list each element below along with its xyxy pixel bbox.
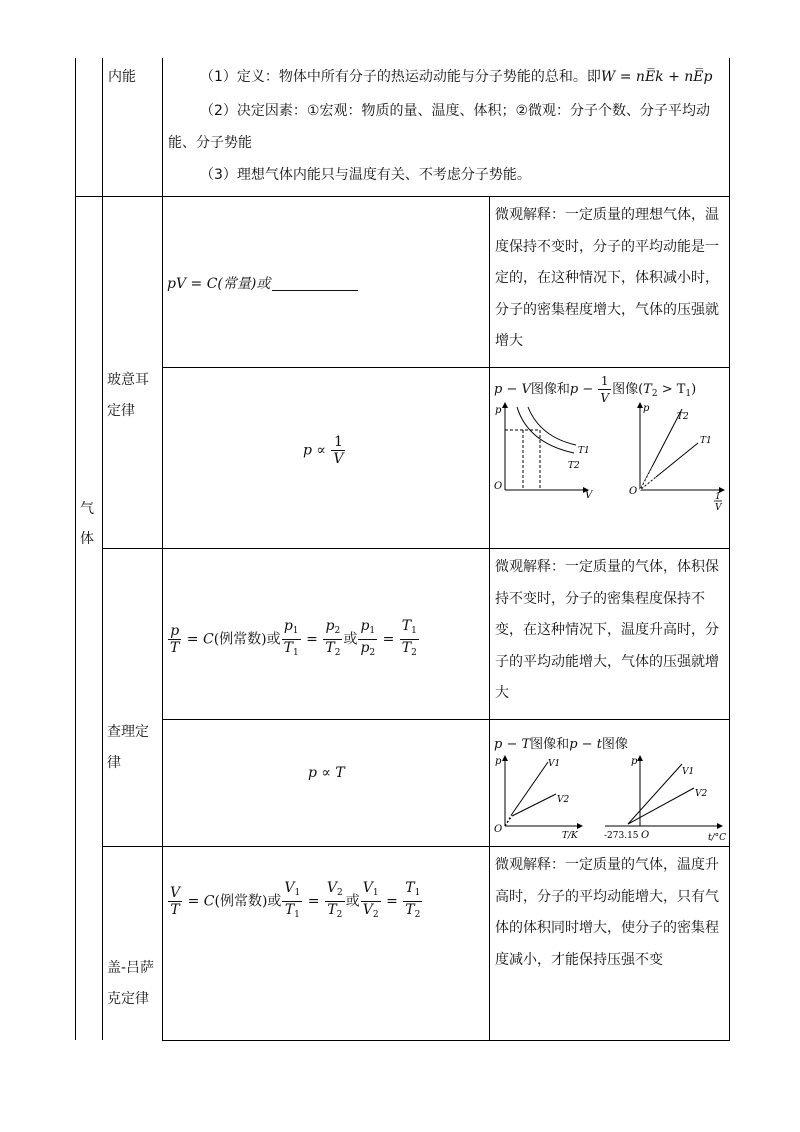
gaylussac-micro-explanation — [495, 850, 727, 976]
pv-v-label: V — [585, 490, 593, 501]
pt-tk-label: T/K — [562, 831, 578, 841]
boyle-micro-line: 增大 — [495, 333, 523, 349]
boyle-micro-line: 微观解释：一定质量的理想气体，温 — [495, 207, 719, 223]
charles-micro-line: 变，在这种情况下，温度升高时，分 — [495, 622, 719, 638]
boyle-proportion: p ∝ $\frac{1}{V}$ — [303, 434, 344, 467]
p-invv-graph — [629, 403, 724, 513]
row-line-5 — [102, 846, 730, 847]
neineng-label: 内能 — [108, 69, 136, 85]
charles-micro-line: 微观解释：一定质量的气体，体积保 — [495, 559, 719, 575]
explain-col-line — [489, 196, 490, 1040]
pt-celsius-graph — [604, 756, 726, 843]
gaylussac-formula: $\frac{V}{T}$ = C(例常数)或 $\frac{V_1}{T_1}$ = $\frac{V_2}{T_2}$ 或 $\frac{V_1}{V_2}$ = $\frac{T_1}{T_2}$ — [170, 880, 421, 920]
gas-col-right-line — [102, 58, 103, 1040]
charles-graphs — [490, 752, 729, 844]
pv-t2-label: T2 — [568, 461, 580, 471]
pt-graph — [494, 756, 582, 841]
neineng-ideal-gas: （3）理想气体内能只与温度有关、不考虑分子势能。 — [200, 167, 531, 183]
charles-proportion: p ∝ T — [308, 765, 345, 781]
ptc-o-label: O — [641, 830, 650, 841]
charles-formula: $\frac{p}{T}$ = C(例常数)或 $\frac{p_1}{T_1}$ = $\frac{p_2}{T_2}$ 或 $\frac{p_1}{p_2}$ = $\frac{T_1}{T_2}$ — [170, 618, 417, 658]
pinv-invv-label: 1 — [715, 492, 721, 502]
neineng-definition — [200, 62, 712, 92]
row-line-2 — [162, 367, 730, 368]
ptc-p-label: p — [631, 756, 638, 767]
pinv-o-label: O — [629, 486, 638, 497]
gaylussac-micro-line: 体的体积同时增大，使分子的密集程 — [495, 920, 719, 936]
pinv-p-label: p — [643, 403, 650, 414]
row-line-4 — [162, 719, 730, 720]
row-line-6 — [162, 1040, 730, 1041]
charles-graph-title: p − T图像和p − t图像 — [494, 737, 628, 752]
charles-micro-line: 大 — [495, 685, 509, 701]
neineng-def-formula: W = nE̅k + nE̅p — [600, 69, 713, 85]
pt-o-label: O — [494, 824, 503, 835]
boyle-micro-line: 度保持不变时，分子的平均动能是一 — [495, 238, 719, 255]
boyle-formula: pV = C(常量)或 — [167, 273, 358, 293]
right-outer-line — [729, 58, 730, 1040]
boyle-micro-line: 定的，在这种情况下，体积减小时， — [495, 270, 719, 286]
gaylussac-label-line2: 克定律 — [107, 991, 149, 1007]
pinv-t1-label: T1 — [700, 436, 712, 446]
pt-p-label: p — [495, 756, 502, 767]
pv-o-label: O — [494, 481, 503, 492]
pt-v2-label: V2 — [557, 795, 570, 805]
ptc-v2-label: V2 — [695, 789, 708, 799]
boyle-label-line1: 玻意耳 — [107, 372, 149, 388]
pv-p-label: p — [495, 405, 502, 416]
boyle-micro-explanation — [495, 200, 727, 358]
neineng-factors-line1: （2）决定因素：①宏观：物质的量、温度、体积；②微观：分子个数、分子平均动 — [200, 103, 711, 119]
gas-label-char1: 气 — [80, 501, 94, 517]
boyle-micro-line: 分子的密集程度增大，气体的压强就 — [495, 301, 719, 318]
charles-label-line1: 查理定 — [107, 724, 149, 740]
row-line-3 — [102, 548, 730, 549]
pv-t1-label: T1 — [578, 446, 590, 456]
boyle-label-line2: 定律 — [107, 403, 135, 419]
boyle-graph-title: p − V图像和p − $\frac{1}{V}$ 图像$(T_2 > T_1)$ — [494, 374, 697, 405]
row-line-1 — [75, 196, 730, 197]
pt-v1-label: V1 — [548, 759, 561, 769]
label-col-right-line — [162, 58, 163, 1040]
ptc-neg-label: -273.15 — [604, 831, 639, 841]
charles-label-line2: 律 — [107, 755, 121, 771]
ptc-tc-label: t/°C — [708, 833, 727, 843]
gaylussac-micro-line: 高时，分子的平均动能增大，只有气 — [495, 888, 719, 905]
charles-micro-line: 持不变时，分子的密集程度保持不 — [495, 590, 705, 607]
outer-left-line — [75, 58, 76, 1040]
gaylussac-micro-line: 微观解释：一定质量的气体，温度升 — [495, 857, 719, 873]
svg-text:V: V — [715, 503, 722, 513]
gaylussac-micro-line: 度减小，才能保持压强不变 — [495, 951, 663, 968]
neineng-factors-line2: 能、分子势能 — [168, 135, 252, 151]
charles-micro-explanation — [495, 552, 727, 710]
boyle-graphs — [490, 395, 729, 515]
pinv-t2-label: T2 — [677, 412, 689, 422]
gaylussac-label-line1: 盖-吕萨 — [107, 960, 155, 976]
gas-label-char2: 体 — [80, 531, 94, 547]
charles-micro-line: 子的平均动能增大，气体的压强就增 — [495, 653, 719, 670]
neineng-def-prefix: （1）定义：物体中所有分子的热运动动能与分子势能的总和。即 — [200, 69, 601, 85]
pv-graph — [494, 403, 594, 501]
ptc-v1-label: V1 — [682, 767, 695, 777]
